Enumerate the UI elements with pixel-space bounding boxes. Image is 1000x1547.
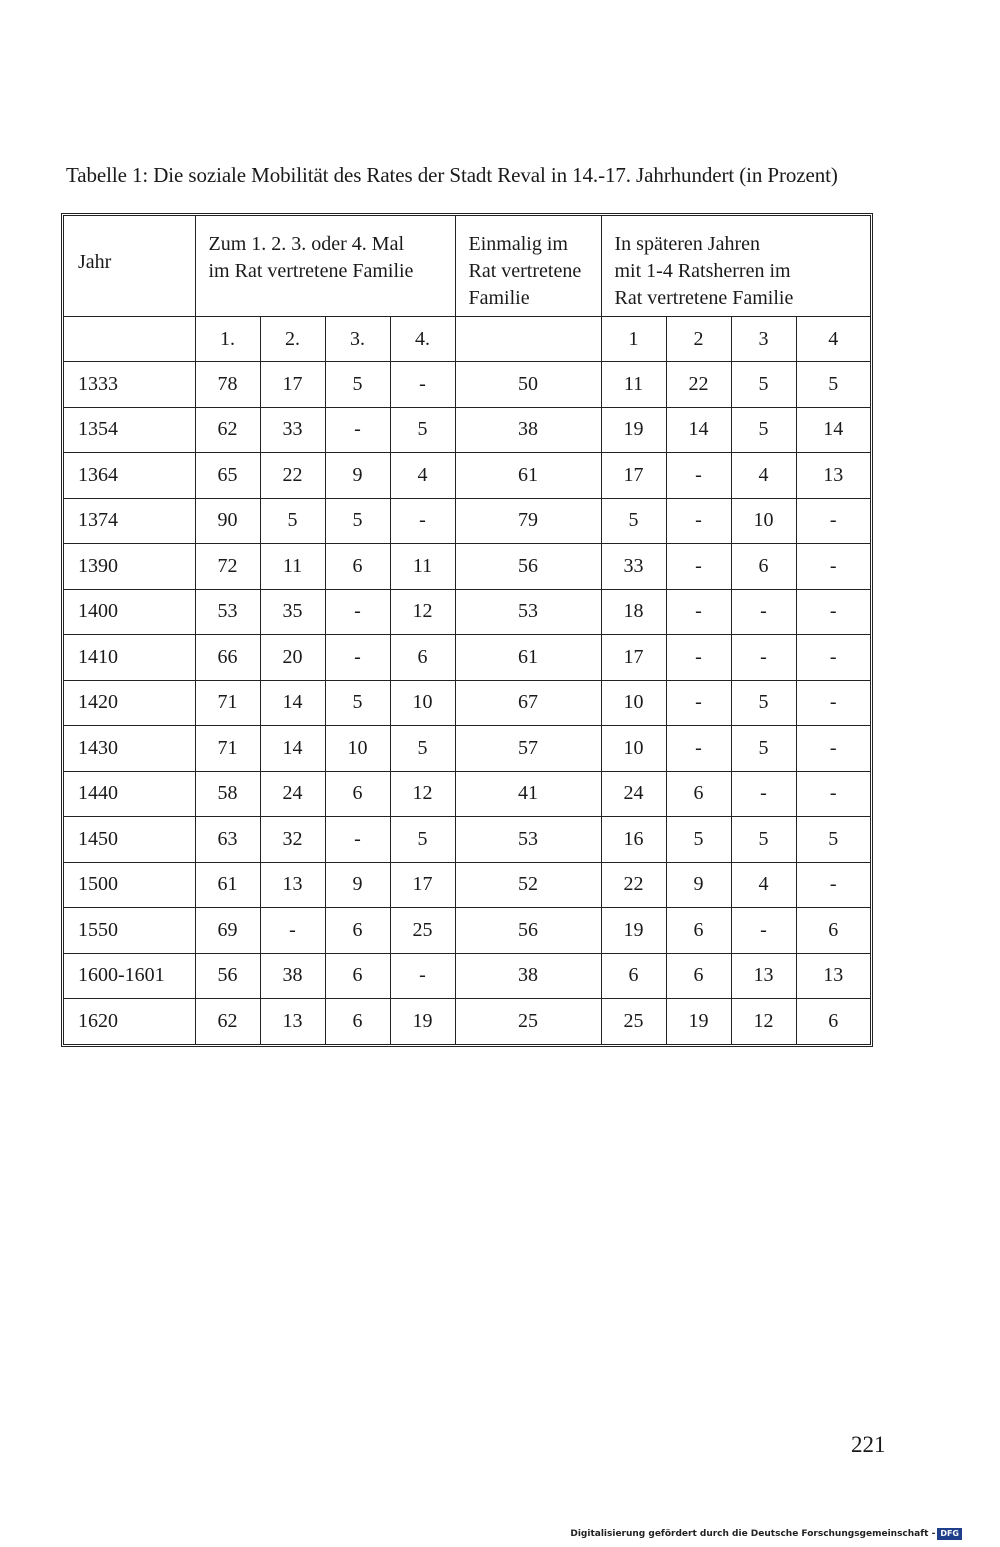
value-cell: 19 xyxy=(666,999,731,1044)
value-cell: 6 xyxy=(325,999,390,1044)
value-cell: 9 xyxy=(666,862,731,908)
value-cell: 22 xyxy=(666,362,731,408)
value-cell: 12 xyxy=(731,999,796,1044)
year-cell: 1420 xyxy=(64,680,195,726)
value-cell: 19 xyxy=(601,908,666,954)
value-cell: 32 xyxy=(260,817,325,863)
year-cell: 1500 xyxy=(64,862,195,908)
dfg-logo: DFG xyxy=(937,1528,962,1540)
value-cell: - xyxy=(390,953,455,999)
value-cell: 10 xyxy=(390,680,455,726)
table-row xyxy=(64,635,870,681)
value-cell: 14 xyxy=(260,726,325,772)
value-cell: 4 xyxy=(390,453,455,499)
value-cell: - xyxy=(390,498,455,544)
value-cell: 6 xyxy=(390,635,455,681)
value-cell: - xyxy=(666,589,731,635)
value-cell: 19 xyxy=(601,407,666,453)
value-cell: - xyxy=(796,635,870,681)
value-cell: 17 xyxy=(260,362,325,408)
value-cell: - xyxy=(666,544,731,590)
value-cell: 17 xyxy=(601,453,666,499)
table-row xyxy=(64,498,870,544)
value-cell: - xyxy=(325,407,390,453)
year-cell: 1400 xyxy=(64,589,195,635)
value-cell: 6 xyxy=(796,999,870,1044)
value-cell: 33 xyxy=(260,407,325,453)
value-cell: 72 xyxy=(195,544,260,590)
value-cell: 6 xyxy=(325,771,390,817)
value-cell: - xyxy=(666,453,731,499)
value-cell: 65 xyxy=(195,453,260,499)
value-cell: 6 xyxy=(666,908,731,954)
table-row xyxy=(64,817,870,863)
value-cell: - xyxy=(731,589,796,635)
value-cell: 6 xyxy=(666,953,731,999)
value-cell: - xyxy=(325,589,390,635)
value-cell: 62 xyxy=(195,999,260,1044)
value-cell: 38 xyxy=(455,407,601,453)
header-line: Einmalig im xyxy=(468,233,568,255)
header-group-later-years xyxy=(601,216,870,317)
value-cell: - xyxy=(731,635,796,681)
funding-footer xyxy=(570,1528,962,1540)
value-cell: 5 xyxy=(731,680,796,726)
value-cell: - xyxy=(325,817,390,863)
value-cell: 9 xyxy=(325,862,390,908)
subheader-cell: 1 xyxy=(601,317,666,362)
value-cell: 16 xyxy=(601,817,666,863)
value-cell: 5 xyxy=(390,726,455,772)
value-cell: - xyxy=(325,635,390,681)
value-cell: 13 xyxy=(796,453,870,499)
value-cell: 67 xyxy=(455,680,601,726)
table-row xyxy=(64,362,870,408)
value-cell: 61 xyxy=(455,635,601,681)
value-cell: 6 xyxy=(601,953,666,999)
value-cell: 13 xyxy=(260,999,325,1044)
value-cell: 6 xyxy=(731,544,796,590)
table-body xyxy=(64,362,870,1044)
value-cell: 13 xyxy=(731,953,796,999)
page-number: 221 xyxy=(851,1432,886,1457)
value-cell: 71 xyxy=(195,680,260,726)
header-jahr: Jahr xyxy=(64,216,195,317)
subheader-cell: 4. xyxy=(390,317,455,362)
value-cell: 53 xyxy=(455,817,601,863)
value-cell: 17 xyxy=(601,635,666,681)
value-cell: - xyxy=(731,908,796,954)
funding-text: Digitalisierung gefördert durch die Deutsche Forschungsgemeinschaft - xyxy=(570,1529,936,1539)
year-cell: 1354 xyxy=(64,407,195,453)
value-cell: 56 xyxy=(455,908,601,954)
value-cell: - xyxy=(666,635,731,681)
value-cell: - xyxy=(796,680,870,726)
subheader-cell xyxy=(455,317,601,362)
value-cell: 4 xyxy=(731,453,796,499)
value-cell: 6 xyxy=(796,908,870,954)
value-cell: 78 xyxy=(195,362,260,408)
table-row xyxy=(64,453,870,499)
value-cell: 5 xyxy=(731,726,796,772)
header-line: im Rat vertretene Familie xyxy=(208,260,414,282)
value-cell: 5 xyxy=(325,680,390,726)
value-cell: 9 xyxy=(325,453,390,499)
value-cell: 69 xyxy=(195,908,260,954)
header-line: Zum 1. 2. 3. oder 4. Mal xyxy=(208,233,405,255)
value-cell: 5 xyxy=(390,407,455,453)
value-cell: 63 xyxy=(195,817,260,863)
value-cell: 53 xyxy=(195,589,260,635)
value-cell: 5 xyxy=(731,817,796,863)
value-cell: 13 xyxy=(260,862,325,908)
subheader-cell: 2. xyxy=(260,317,325,362)
mobility-table xyxy=(61,213,873,1047)
value-cell: 38 xyxy=(455,953,601,999)
subheader-cell: 1. xyxy=(195,317,260,362)
year-cell: 1364 xyxy=(64,453,195,499)
value-cell: 12 xyxy=(390,589,455,635)
value-cell: 6 xyxy=(325,544,390,590)
table-row xyxy=(64,726,870,772)
value-cell: - xyxy=(796,862,870,908)
value-cell: 33 xyxy=(601,544,666,590)
value-cell: 22 xyxy=(260,453,325,499)
year-cell: 1440 xyxy=(64,771,195,817)
value-cell: 19 xyxy=(390,999,455,1044)
year-cell: 1430 xyxy=(64,726,195,772)
value-cell: 56 xyxy=(455,544,601,590)
value-cell: 12 xyxy=(390,771,455,817)
value-cell: 11 xyxy=(601,362,666,408)
value-cell: 71 xyxy=(195,726,260,772)
year-cell: 1390 xyxy=(64,544,195,590)
value-cell: - xyxy=(796,771,870,817)
header-line: Familie xyxy=(468,287,530,309)
value-cell: 66 xyxy=(195,635,260,681)
value-cell: 5 xyxy=(601,498,666,544)
year-cell: 1600-1601 xyxy=(64,953,195,999)
value-cell: 4 xyxy=(731,862,796,908)
header-line: In späteren Jahren xyxy=(614,233,760,255)
table-subheader-row xyxy=(64,317,870,362)
value-cell: 10 xyxy=(601,680,666,726)
header-line: Rat vertretene xyxy=(468,260,582,282)
table-caption: Tabelle 1: Die soziale Mobilität des Rates der Stadt Reval in 14.-17. Jahrhundert (in Prozent) xyxy=(66,163,838,187)
year-cell: 1410 xyxy=(64,635,195,681)
value-cell: - xyxy=(666,498,731,544)
subheader-cell: 3 xyxy=(731,317,796,362)
value-cell: - xyxy=(666,680,731,726)
value-cell: 5 xyxy=(666,817,731,863)
value-cell: 6 xyxy=(325,908,390,954)
value-cell: 24 xyxy=(601,771,666,817)
table-row xyxy=(64,771,870,817)
table-header-row xyxy=(64,216,870,317)
value-cell: 52 xyxy=(455,862,601,908)
year-cell: 1550 xyxy=(64,908,195,954)
value-cell: - xyxy=(260,908,325,954)
value-cell: 6 xyxy=(666,771,731,817)
value-cell: 11 xyxy=(390,544,455,590)
value-cell: 25 xyxy=(601,999,666,1044)
value-cell: 10 xyxy=(731,498,796,544)
table-row xyxy=(64,999,870,1044)
table-row xyxy=(64,953,870,999)
value-cell: 50 xyxy=(455,362,601,408)
value-cell: 58 xyxy=(195,771,260,817)
value-cell: 5 xyxy=(325,498,390,544)
year-cell: 1374 xyxy=(64,498,195,544)
value-cell: 5 xyxy=(390,817,455,863)
value-cell: 13 xyxy=(796,953,870,999)
value-cell: 5 xyxy=(325,362,390,408)
value-cell: 17 xyxy=(390,862,455,908)
year-cell: 1450 xyxy=(64,817,195,863)
value-cell: 38 xyxy=(260,953,325,999)
value-cell: 35 xyxy=(260,589,325,635)
value-cell: 25 xyxy=(455,999,601,1044)
subheader-cell xyxy=(64,317,195,362)
value-cell: 61 xyxy=(455,453,601,499)
value-cell: 5 xyxy=(731,362,796,408)
value-cell: 5 xyxy=(260,498,325,544)
value-cell: - xyxy=(796,726,870,772)
value-cell: 10 xyxy=(325,726,390,772)
table-row xyxy=(64,680,870,726)
year-cell: 1333 xyxy=(64,362,195,408)
value-cell: 90 xyxy=(195,498,260,544)
value-cell: - xyxy=(796,589,870,635)
value-cell: 10 xyxy=(601,726,666,772)
value-cell: 56 xyxy=(195,953,260,999)
value-cell: 6 xyxy=(325,953,390,999)
value-cell: - xyxy=(390,362,455,408)
value-cell: - xyxy=(731,771,796,817)
value-cell: - xyxy=(796,544,870,590)
value-cell: 53 xyxy=(455,589,601,635)
value-cell: 61 xyxy=(195,862,260,908)
header-line: mit 1-4 Ratsherren im xyxy=(614,260,791,282)
table-row xyxy=(64,862,870,908)
table-row xyxy=(64,589,870,635)
value-cell: - xyxy=(666,726,731,772)
value-cell: 79 xyxy=(455,498,601,544)
header-group-repeat-family xyxy=(195,216,455,317)
value-cell: 14 xyxy=(260,680,325,726)
header-line: Rat vertretene Familie xyxy=(614,287,794,309)
value-cell: 41 xyxy=(455,771,601,817)
value-cell: 62 xyxy=(195,407,260,453)
value-cell: 18 xyxy=(601,589,666,635)
value-cell: 5 xyxy=(796,817,870,863)
header-group-once-family xyxy=(455,216,601,317)
value-cell: 14 xyxy=(796,407,870,453)
subheader-cell: 4 xyxy=(796,317,870,362)
value-cell: 5 xyxy=(731,407,796,453)
value-cell: 11 xyxy=(260,544,325,590)
subheader-cell: 3. xyxy=(325,317,390,362)
subheader-cell: 2 xyxy=(666,317,731,362)
value-cell: 22 xyxy=(601,862,666,908)
table-row xyxy=(64,544,870,590)
value-cell: 5 xyxy=(796,362,870,408)
value-cell: 14 xyxy=(666,407,731,453)
value-cell: 25 xyxy=(390,908,455,954)
value-cell: 24 xyxy=(260,771,325,817)
value-cell: 20 xyxy=(260,635,325,681)
table-row xyxy=(64,908,870,954)
year-cell: 1620 xyxy=(64,999,195,1044)
value-cell: - xyxy=(796,498,870,544)
value-cell: 57 xyxy=(455,726,601,772)
table-row xyxy=(64,407,870,453)
